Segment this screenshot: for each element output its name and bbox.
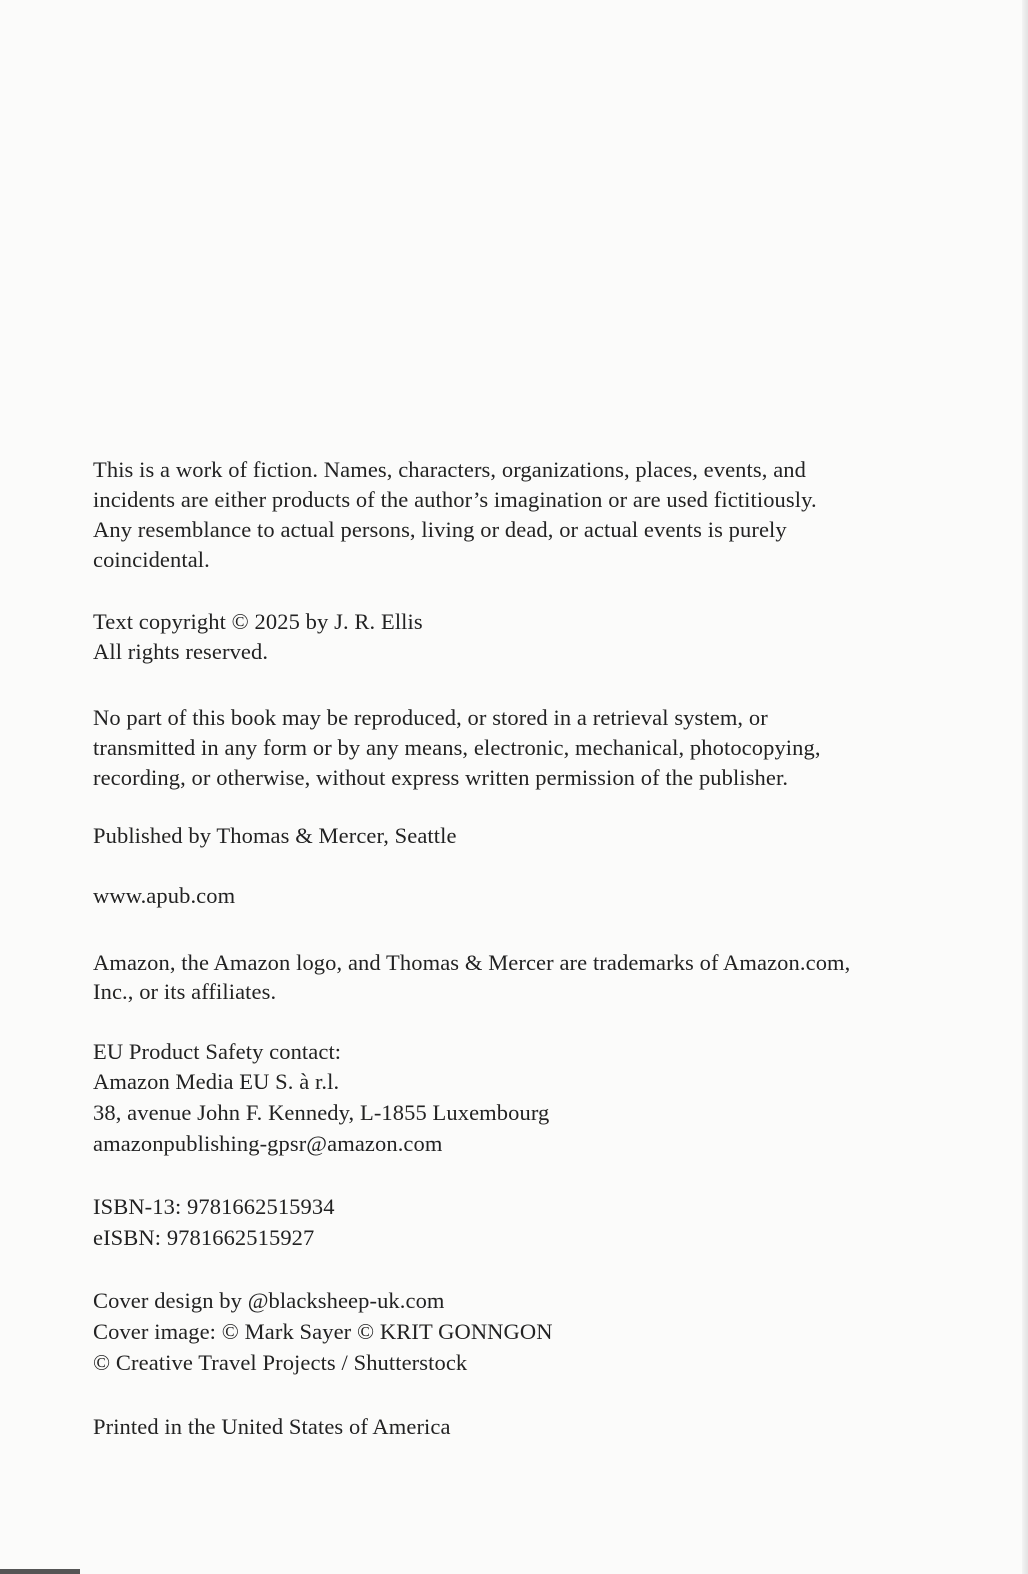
fiction-disclaimer-line: incidents are either products of the author’s imagination or are used fictitiously. <box>93 487 817 512</box>
isbn-line: ISBN-13: 9781662515934 <box>93 1194 335 1219</box>
scan-edge <box>0 1569 80 1574</box>
reproduction-notice-line: recording, or otherwise, without express written permission of the publisher. <box>93 765 789 790</box>
page-edge <box>1022 0 1028 1574</box>
fiction-disclaimer-line: Any resemblance to actual persons, living or dead, or actual events is purely <box>93 517 787 542</box>
eu-safety-contact-line: 38, avenue John F. Kennedy, L-1855 Luxembourg <box>93 1100 550 1125</box>
website-line: www.apub.com <box>93 883 236 908</box>
eu-safety-contact-line: Amazon Media EU S. à r.l. <box>93 1069 340 1094</box>
cover-credits-line: Cover design by @blacksheep-uk.com <box>93 1288 445 1313</box>
copyright-notice-line: Text copyright © 2025 by J. R. Ellis <box>93 609 423 634</box>
trademark-notice-line: Inc., or its affiliates. <box>93 979 277 1004</box>
isbn-line: eISBN: 9781662515927 <box>93 1225 315 1250</box>
fiction-disclaimer-line: coincidental. <box>93 547 210 572</box>
printed-in-line: Printed in the United States of America <box>93 1414 451 1439</box>
fiction-disclaimer-line: This is a work of fiction. Names, characters, organizations, places, events, and <box>93 457 806 482</box>
copyright-notice-line: All rights reserved. <box>93 639 269 664</box>
reproduction-notice-line: No part of this book may be reproduced, or stored in a retrieval system, or <box>93 705 768 730</box>
publisher-line: Published by Thomas & Mercer, Seattle <box>93 823 457 848</box>
eu-safety-contact-line: amazonpublishing-gpsr@amazon.com <box>93 1131 443 1156</box>
cover-credits-line: © Creative Travel Projects / Shutterstock <box>93 1350 468 1375</box>
eu-safety-contact-line: EU Product Safety contact: <box>93 1039 342 1064</box>
reproduction-notice-line: transmitted in any form or by any means, electronic, mechanical, photocopying, <box>93 735 821 760</box>
cover-credits-line: Cover image: © Mark Sayer © KRIT GONNGON <box>93 1319 553 1344</box>
trademark-notice-line: Amazon, the Amazon logo, and Thomas & Mercer are trademarks of Amazon.com, <box>93 950 851 975</box>
